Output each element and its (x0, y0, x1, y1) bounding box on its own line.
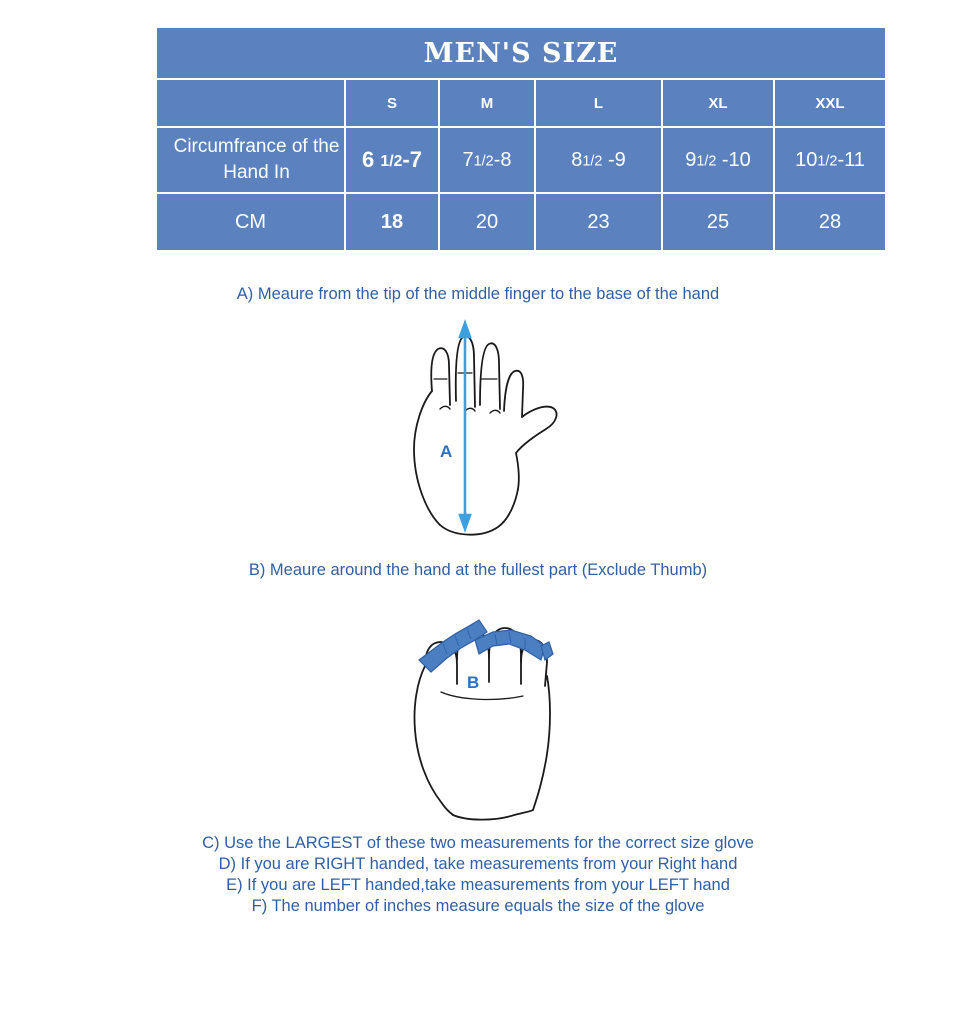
cell-circumference-s: 6 $^{1/2}$-7 (346, 128, 438, 192)
caption-b: B) Meaure around the hand at the fullest part (Exclude Thumb) (248, 561, 708, 579)
table-header-row (157, 80, 885, 126)
figure-b-letter: B (467, 673, 480, 692)
page-title: MEN'S SIZE (157, 28, 885, 78)
size-table-container (155, 26, 873, 252)
hand-measure-circumference-figure (383, 588, 583, 833)
hand-measure-length-figure (370, 305, 590, 550)
cell-cm-xxl: 28 (775, 194, 885, 250)
column-header-xl: XL (663, 80, 773, 126)
table-row (157, 128, 885, 192)
cell-circumference-m: $7^{1/2}-8$ (440, 128, 534, 192)
footer-notes (0, 833, 956, 917)
header-blank-cell (157, 80, 344, 126)
column-header-s: S (346, 80, 438, 126)
figure-a-letter: A (440, 442, 453, 461)
table-row (157, 194, 885, 250)
footer-line-f: F) The number of inches measure equals the size of the glove (251, 897, 705, 915)
footer-line-d: D) If you are RIGHT handed, take measurements from your Right hand (218, 855, 738, 873)
cell-circumference-xl: $9^{1/2}$ -10 (663, 128, 773, 192)
cell-circumference-l: $8^{1/2}$ -9 (536, 128, 661, 192)
caption-a: A) Meaure from the tip of the middle finger to the base of the hand (236, 285, 720, 303)
cell-cm-s: 18 (346, 194, 438, 250)
cell-cm-xl: 25 (663, 194, 773, 250)
row-label-cm: CM (157, 194, 344, 250)
column-header-xxl: XXL (775, 80, 885, 126)
footer-line-e: E) If you are LEFT handed,take measurements from your LEFT hand (226, 876, 730, 894)
cell-cm-l: 23 (536, 194, 661, 250)
size-table (155, 26, 887, 252)
footer-line-c: C) Use the LARGEST of these two measurements for the correct size glove (202, 834, 754, 852)
column-header-m: M (440, 80, 534, 126)
cell-circumference-xxl: $10^{1/2}-11$ (775, 128, 885, 192)
table-title-row (157, 28, 885, 78)
cell-cm-m: 20 (440, 194, 534, 250)
row-label-circumference: Circumfrance of the Hand In (157, 128, 344, 192)
column-header-l: L (536, 80, 661, 126)
